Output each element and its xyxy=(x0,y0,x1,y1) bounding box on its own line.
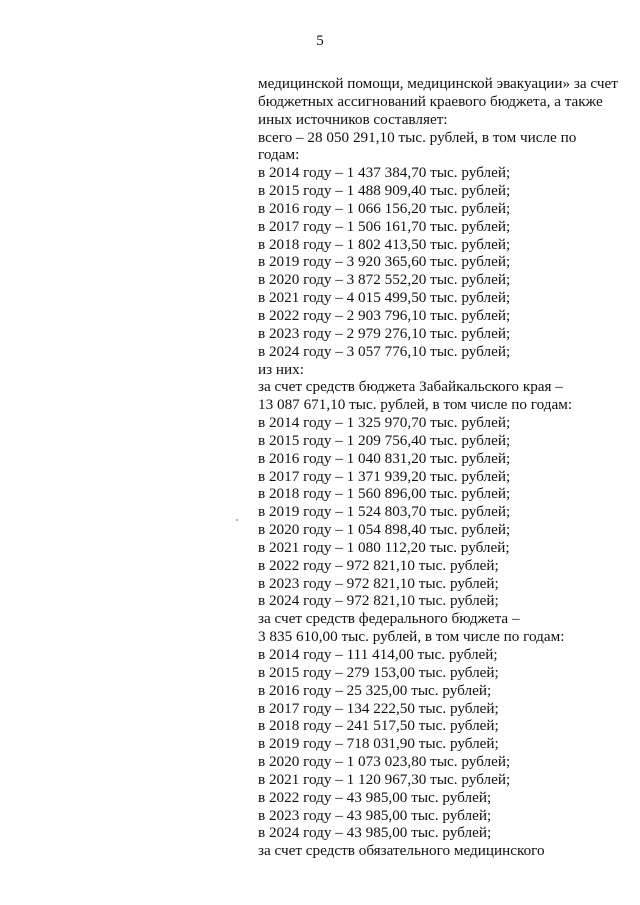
text-line-intro-3: иных источников составляет: xyxy=(258,110,448,128)
body-text xyxy=(258,75,626,860)
federal-year-2024: в 2024 году – 43 985,00 тыс. рублей; xyxy=(258,824,492,842)
total-year-2017: в 2017 году – 1 506 161,70 тыс. рублей; xyxy=(258,217,511,235)
federal-total: 3 835 610,00 тыс. рублей, в том числе по годам: xyxy=(258,628,565,646)
federal-heading: за счет средств федерального бюджета – xyxy=(258,610,520,628)
regional-year-2017: в 2017 году – 1 371 939,20 тыс. рублей; xyxy=(258,467,511,485)
scan-artifact-dot xyxy=(236,519,238,521)
regional-year-2014: в 2014 году – 1 325 970,70 тыс. рублей; xyxy=(258,414,511,432)
regional-year-2022: в 2022 году – 972 821,10 тыс. рублей; xyxy=(258,556,499,574)
text-line-intro-2: бюджетных ассигнований краевого бюджета, а также xyxy=(258,92,603,110)
regional-year-2024: в 2024 году – 972 821,10 тыс. рублей; xyxy=(258,592,499,610)
federal-year-2019: в 2019 году – 718 031,90 тыс. рублей; xyxy=(258,735,499,753)
total-year-2016: в 2016 году – 1 066 156,20 тыс. рублей; xyxy=(258,199,511,217)
regional-year-2018: в 2018 году – 1 560 896,00 тыс. рублей; xyxy=(258,485,511,503)
regional-heading: за счет средств бюджета Забайкальского края – xyxy=(258,378,563,396)
regional-year-2023: в 2023 году – 972 821,10 тыс. рублей; xyxy=(258,574,499,592)
regional-year-2020: в 2020 году – 1 054 898,40 тыс. рублей; xyxy=(258,521,511,539)
total-year-2020: в 2020 году – 3 872 552,20 тыс. рублей; xyxy=(258,271,511,289)
oms-heading: за счет средств обязательного медицинского xyxy=(258,842,545,860)
federal-year-2014: в 2014 году – 111 414,00 тыс. рублей; xyxy=(258,646,498,663)
total-year-2022: в 2022 году – 2 903 796,10 тыс. рублей; xyxy=(258,306,511,324)
total-year-2018: в 2018 году – 1 802 413,50 тыс. рублей; xyxy=(258,235,511,253)
federal-year-2018: в 2018 году – 241 517,50 тыс. рублей; xyxy=(258,717,499,735)
federal-year-2023: в 2023 году – 43 985,00 тыс. рублей; xyxy=(258,806,492,824)
text-line-of-them: из них: xyxy=(258,360,304,378)
regional-year-2019: в 2019 году – 1 524 803,70 тыс. рублей; xyxy=(258,503,511,521)
federal-year-2020: в 2020 году – 1 073 023,80 тыс. рублей; xyxy=(258,753,511,771)
total-year-2015: в 2015 году – 1 488 909,40 тыс. рублей; xyxy=(258,182,511,200)
text-line-total: всего – 28 050 291,10 тыс. рублей, в том числе по xyxy=(258,128,577,146)
regional-year-2016: в 2016 году – 1 040 831,20 тыс. рублей; xyxy=(258,449,511,467)
total-year-2014: в 2014 году – 1 437 384,70 тыс. рублей; xyxy=(258,164,511,182)
regional-year-2015: в 2015 году – 1 209 756,40 тыс. рублей; xyxy=(258,431,511,449)
federal-year-2017: в 2017 году – 134 222,50 тыс. рублей; xyxy=(258,699,499,717)
total-year-2019: в 2019 году – 3 920 365,60 тыс. рублей; xyxy=(258,253,511,271)
total-year-2023: в 2023 году – 2 979 276,10 тыс. рублей; xyxy=(258,324,511,342)
federal-year-2015: в 2015 году – 279 153,00 тыс. рублей; xyxy=(258,663,499,681)
regional-total: 13 087 671,10 тыс. рублей, в том числе по годам: xyxy=(258,396,573,414)
text-line-intro-1: медицинской помощи, медицинской эвакуации» за счет xyxy=(258,75,618,92)
regional-year-2021: в 2021 году – 1 080 112,20 тыс. рублей; xyxy=(258,538,510,556)
total-year-2024: в 2024 году – 3 057 776,10 тыс. рублей; xyxy=(258,342,511,360)
page-number: 5 xyxy=(316,33,324,49)
federal-year-2022: в 2022 году – 43 985,00 тыс. рублей; xyxy=(258,788,492,806)
total-year-2021: в 2021 году – 4 015 499,50 тыс. рублей; xyxy=(258,289,511,307)
text-line-total-cont: годам: xyxy=(258,146,300,164)
federal-year-2016: в 2016 году – 25 325,00 тыс. рублей; xyxy=(258,681,492,699)
federal-year-2021: в 2021 году – 1 120 967,30 тыс. рублей; xyxy=(258,770,511,788)
